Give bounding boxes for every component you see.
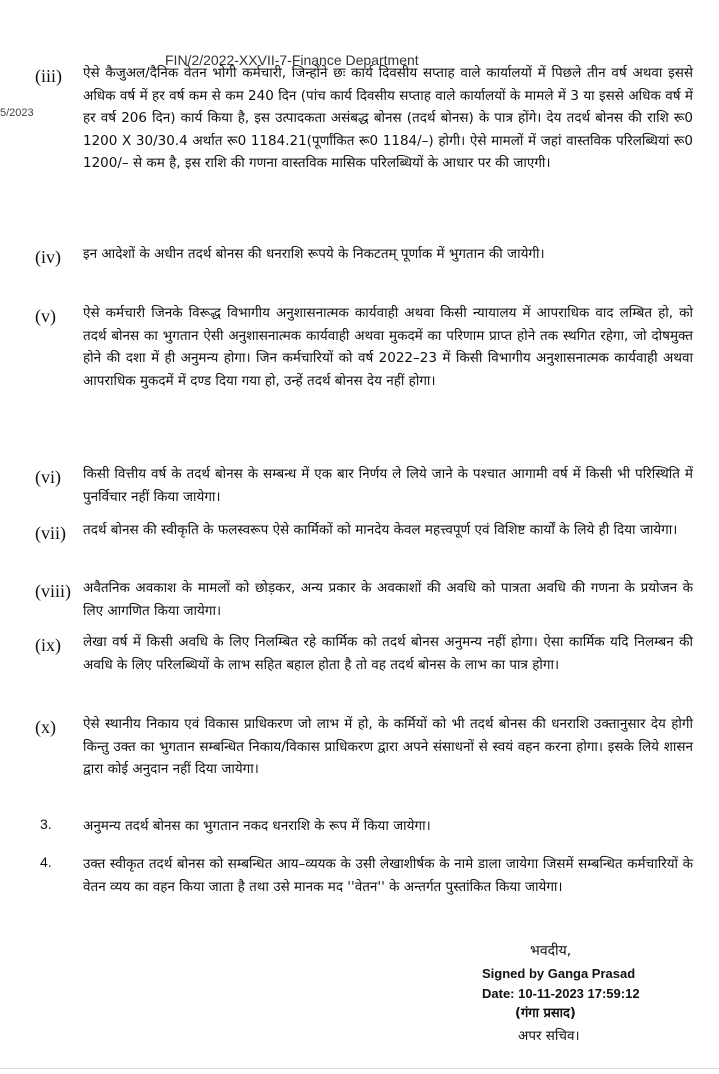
- digital-signature-date: Date: 10-11-2023 17:59:12: [482, 986, 640, 1001]
- paragraph-text: अनुमन्य तदर्थ बोनस का भुगतान नकद धनराशि के रूप में किया जायेगा।: [83, 818, 431, 834]
- clause-number: (ix): [35, 635, 61, 655]
- clause-text: तदर्थ बोनस की स्वीकृति के फलस्वरूप ऐसे कार्मिकों को मानदेय केवल महत्त्वपूर्ण एवं विशिष्ट कार्यों के लिये ही दिया जायेगा।: [83, 522, 678, 538]
- clause-number: (vi): [35, 467, 61, 487]
- clause-number: (vii): [35, 523, 66, 543]
- clause-number: (iii): [35, 66, 62, 86]
- clause-number: (v): [35, 306, 56, 326]
- paragraph-text: उक्त स्वीकृत तदर्थ बोनस को सम्बन्धित आय–व्ययक के उसी लेखाशीर्षक के नामे डाला जायेगा जिसमें सम्बन्धित कर्मचारियों के वेतन व्यय का वहन किया जाता है तथा उसे मानक मद ''वेतन'' के अन्तर्गत पुस्तांकित किया जायेगा।: [83, 856, 693, 895]
- digital-signature-name: Signed by Ganga Prasad: [482, 966, 636, 981]
- signatory-name: (गंगा प्रसाद): [515, 1006, 576, 1021]
- clause-text: किसी वित्तीय वर्ष के तदर्थ बोनस के सम्बन्ध में एक बार निर्णय ले लिये जाने के पश्चात आगामी वर्ष में किसी भी परिस्थिति में पुनर्विचार नहीं किया जायेगा।: [83, 466, 693, 505]
- clause-number: (iv): [35, 247, 61, 267]
- closing-salutation: भवदीय,: [530, 943, 572, 959]
- paragraph-number: 4.: [40, 854, 52, 870]
- clause-number: (x): [35, 717, 56, 737]
- clause-text: लेखा वर्ष में किसी अवधि के लिए निलम्बित रहे कार्मिक को तदर्थ बोनस अनुमन्य नहीं होगा। ऐसा कार्मिक यदि निलम्बन की अवधि के लिए परिलब्धियों के लाभ सहित बहाल होता है तो वह तदर्थ बोनस के लाभ का पात्र होगा।: [83, 634, 693, 673]
- clause-text: ऐसे स्थानीय निकाय एवं विकास प्राधिकरण जो लाभ में हो, के कर्मियों को भी तदर्थ बोनस की धनराशि उक्तानुसार देय होगी किन्तु उक्त का भुगतान सम्बन्धित निकाय/विकास प्राधिकरण द्वारा अपने संसाधनों से स्वयं वहन करना होगा। इसके लिये शासन द्वारा कोई अनुदान नहीं दिया जायेगा।: [83, 716, 693, 778]
- file-reference: FIN/2/2022-XXVII-7-Finance Department: [165, 52, 419, 68]
- clause-text: इन आदेशों के अधीन तदर्थ बोनस की धनराशि रूपये के निकटतम् पूर्णाक में भुगतान की जायेगी।: [83, 246, 545, 262]
- clause-text: ऐसे कर्मचारी जिनके विरूद्ध विभागीय अनुशासनात्मक कार्यवाही अथवा किसी न्यायालय में आपराधिक वाद लम्बित हो, को तदर्थ बोनस का भुगतान ऐसी अनुशासनात्मक कार्यवाही अथवा मुकदमें का परिणाम प्राप्त होने तक स्थगित रहेगा, जो दोषमुक्त होने की दशा में ही अनुमन्य होगा। जिन कर्मचारियों को वर्ष 2022–23 में किसी विभागीय अनुशासनात्मक कार्यवाही अथवा आपराधिक मुकदमें में दण्ड दिया गया हो, उन्हें तदर्थ बोनस देय नहीं होगा।: [83, 305, 693, 389]
- clause-text: अवैतनिक अवकाश के मामलों को छोड़कर, अन्य प्रकार के अवकाशों की अवधि को पात्रता अवधि की गणना के प्रयोजन के लिए आगणित किया जायेगा।: [83, 580, 693, 619]
- signatory-designation: अपर सचिव।: [518, 1028, 580, 1044]
- side-date-fragment: 5/2023: [0, 107, 34, 119]
- paragraph-number: 3.: [40, 816, 52, 832]
- clause-number: (viii): [35, 581, 71, 601]
- page-edge-divider: [0, 1068, 719, 1069]
- clause-text: ऐसे कैजुअल/दैनिक वेतन भोगी कर्मचारी, जिन्होंने छः कार्य दिवसीय सप्ताह वाले कार्यालयों में पिछले तीन वर्ष अथवा इससे अधिक वर्ष में हर वर्ष कम से कम 240 दिन (पांच कार्य दिवसीय सप्ताह वाले कार्यालयों के मामले में 3 या इससे अधिक वर्ष में हर वर्ष 206 दिन) कार्य किया है, इस उत्पादकता असंबद्ध बोनस (तदर्थ बोनस) के पात्र होंगे। देय तदर्थ बोनस की राशि रू0 1200 X 30/30.4 अर्थात रू0 1184.21(पूर्णांकित रू0 1184/–) होगी। ऐसे मामलों में जहां वास्तविक परिलब्धियां रू0 1200/– से कम है, इस राशि की गणना वास्तविक मासिक परिलब्धियों के आधार पर की जाएगी।: [83, 65, 693, 172]
